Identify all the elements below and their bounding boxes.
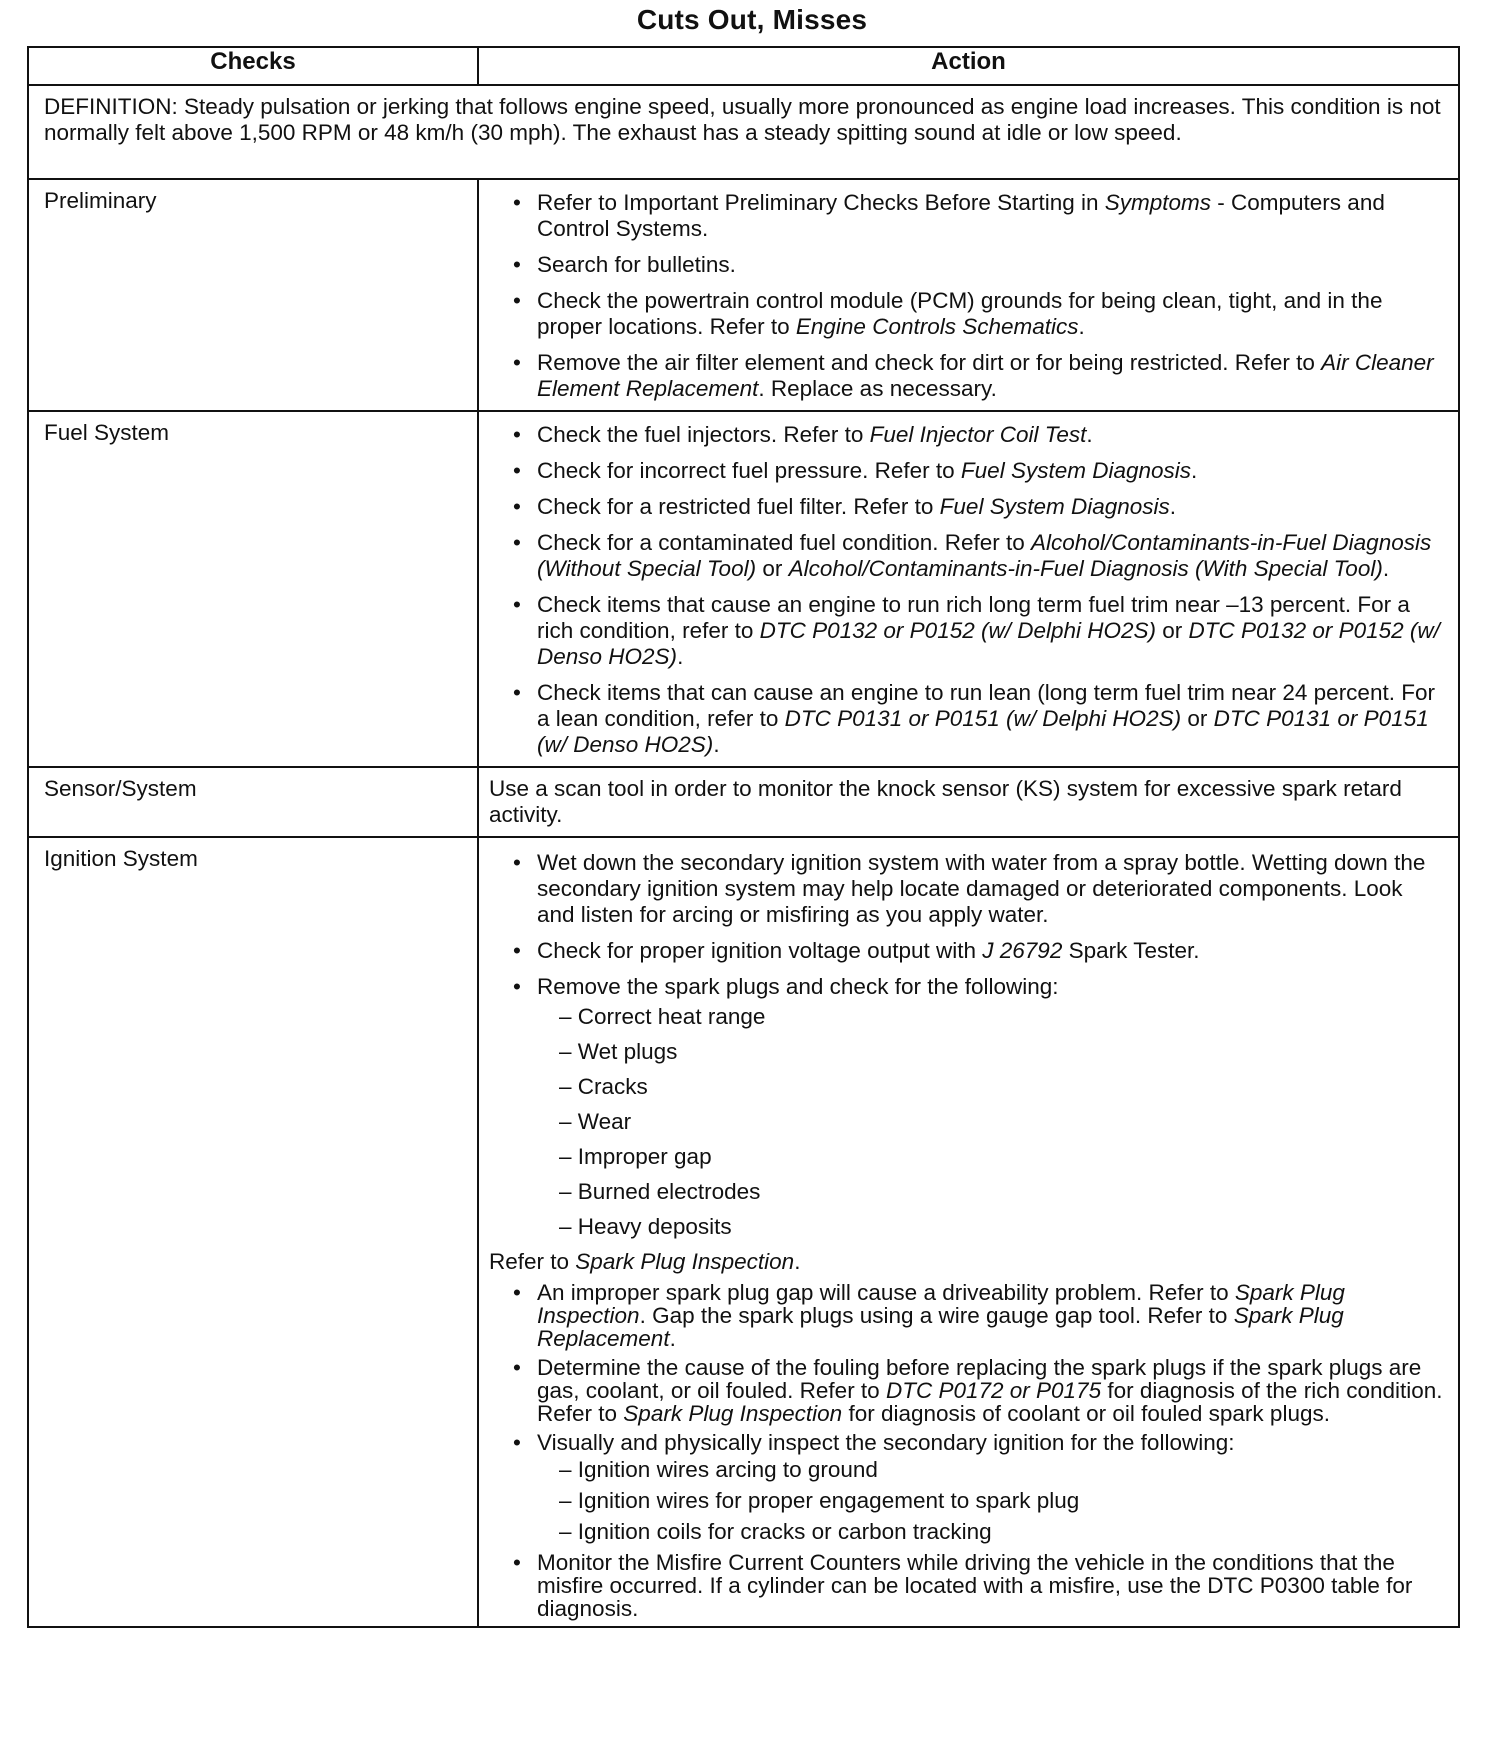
list-item: • Search for bulletins.	[537, 252, 1446, 278]
checks-header: Checks	[28, 47, 478, 85]
plug-check-list	[537, 1004, 1446, 1240]
list-item: – Cracks	[559, 1074, 648, 1099]
list-item: • Check the powertrain control module (PCM) grounds for being clean, tight, and in the proper locations. Refer to Engine Controls Schematics.	[537, 288, 1446, 340]
list-item: • Check the fuel injectors. Refer to Fuel Injector Coil Test.	[537, 422, 1446, 448]
list-item: – Wear	[559, 1109, 632, 1134]
check-label-ignition-system: Ignition System	[28, 837, 478, 1627]
definition-row	[28, 85, 1459, 179]
list-item: – Heavy deposits	[559, 1214, 732, 1239]
list-item: – Ignition wires for proper engagement to spark plug	[559, 1488, 1080, 1513]
wire-check-list	[537, 1458, 1446, 1544]
action-cell-fuel-system	[478, 411, 1459, 767]
action-cell-preliminary	[478, 179, 1459, 411]
list-item: • Determine the cause of the fouling before replacing the spark plugs if the spark plugs are gas, coolant, or oil fouled. Refer to DTC P0172 or P0175 for diagnosis of the rich condition. Refer to Spark Plug Inspection for diagnosis of coolant or oil fouled spark plugs.	[537, 1356, 1446, 1425]
check-label-preliminary: Preliminary	[28, 179, 478, 411]
list-item: • Check for a contaminated fuel condition. Refer to Alcohol/Contaminants-in-Fuel Diagnosis (Without Special Tool) or Alcohol/Contaminants-in-Fuel Diagnosis (With Special Tool).	[537, 530, 1446, 582]
action-list	[489, 190, 1446, 402]
list-item: • Refer to Important Preliminary Checks Before Starting in Symptoms - Computers and Control Systems.	[537, 190, 1446, 242]
check-label-sensor-system: Sensor/System	[28, 767, 478, 837]
list-item: – Ignition wires arcing to ground	[559, 1457, 878, 1482]
action-header: Action	[478, 47, 1459, 85]
action-list	[489, 850, 1446, 1240]
list-item: • Remove the spark plugs and check for the following: – Correct heat range – Wet plugs – Cracks – Wear – Improper gap – Burned electrodes – Heavy deposits	[537, 974, 1446, 1240]
symptom-table	[27, 46, 1460, 1628]
list-item: • Remove the air filter element and check for dirt or for being restricted. Refer to Air Cleaner Element Replacement. Replace as necessary.	[537, 350, 1446, 402]
table-row	[28, 179, 1459, 411]
action-list	[489, 422, 1446, 758]
list-item: – Wet plugs	[559, 1039, 678, 1064]
table-row	[28, 411, 1459, 767]
list-item: • Check items that cause an engine to run rich long term fuel trim near –13 percent. For a rich condition, refer to DTC P0132 or P0152 (w/ Delphi HO2S) or DTC P0132 or P0152 (w/ Denso HO2S).	[537, 592, 1446, 670]
spark-plug-reference: Refer to Spark Plug Inspection.	[489, 1249, 801, 1274]
page-title: Cuts Out, Misses	[636, 4, 868, 35]
list-item: – Ignition coils for cracks or carbon tracking	[559, 1519, 992, 1544]
list-item: • Check for incorrect fuel pressure. Refer to Fuel System Diagnosis.	[537, 458, 1446, 484]
list-item: – Correct heat range	[559, 1004, 766, 1029]
list-item: • Check for a restricted fuel filter. Refer to Fuel System Diagnosis.	[537, 494, 1446, 520]
action-cell-ignition-system	[478, 837, 1459, 1627]
action-list	[489, 1281, 1446, 1620]
list-item: • Check for proper ignition voltage output with J 26792 Spark Tester.	[537, 938, 1446, 964]
definition-text: DEFINITION: Steady pulsation or jerking that follows engine speed, usually more pronounced as engine load increases. This condition is not normally felt above 1,500 RPM or 48 km/h (30 mph). The exhaust has a steady spitting sound at idle or low speed.	[28, 85, 1459, 179]
list-item: • Monitor the Misfire Current Counters while driving the vehicle in the conditions that the misfire occurred. If a cylinder can be located with a misfire, use the DTC P0300 table for diagnosis.	[537, 1551, 1446, 1620]
check-label-fuel-system: Fuel System	[28, 411, 478, 767]
table-row	[28, 837, 1459, 1627]
list-item: • Visually and physically inspect the secondary ignition for the following: – Ignition wires arcing to ground – Ignition wires for proper engagement to spark plug – Ignition coils for cracks or carbon tracking	[537, 1431, 1446, 1544]
list-item: • An improper spark plug gap will cause a driveability problem. Refer to Spark Plug Inspection. Gap the spark plugs using a wire gauge gap tool. Refer to Spark Plug Replacement.	[537, 1281, 1446, 1350]
list-item: • Check items that can cause an engine to run lean (long term fuel trim near 24 percent. For a lean condition, refer to DTC P0131 or P0151 (w/ Delphi HO2S) or DTC P0131 or P0151 (w/ Denso HO2S).	[537, 680, 1446, 758]
action-cell-sensor-system: Use a scan tool in order to monitor the knock sensor (KS) system for excessive spark retard activity.	[478, 767, 1459, 837]
list-item: – Burned electrodes	[559, 1179, 761, 1204]
header-row	[28, 47, 1459, 85]
table-row	[28, 767, 1459, 837]
list-item: • Wet down the secondary ignition system with water from a spray bottle. Wetting down the secondary ignition system may help locate damaged or deteriorated components. Look and listen for arcing or misfiring as you apply water.	[537, 850, 1446, 928]
list-item: – Improper gap	[559, 1144, 712, 1169]
